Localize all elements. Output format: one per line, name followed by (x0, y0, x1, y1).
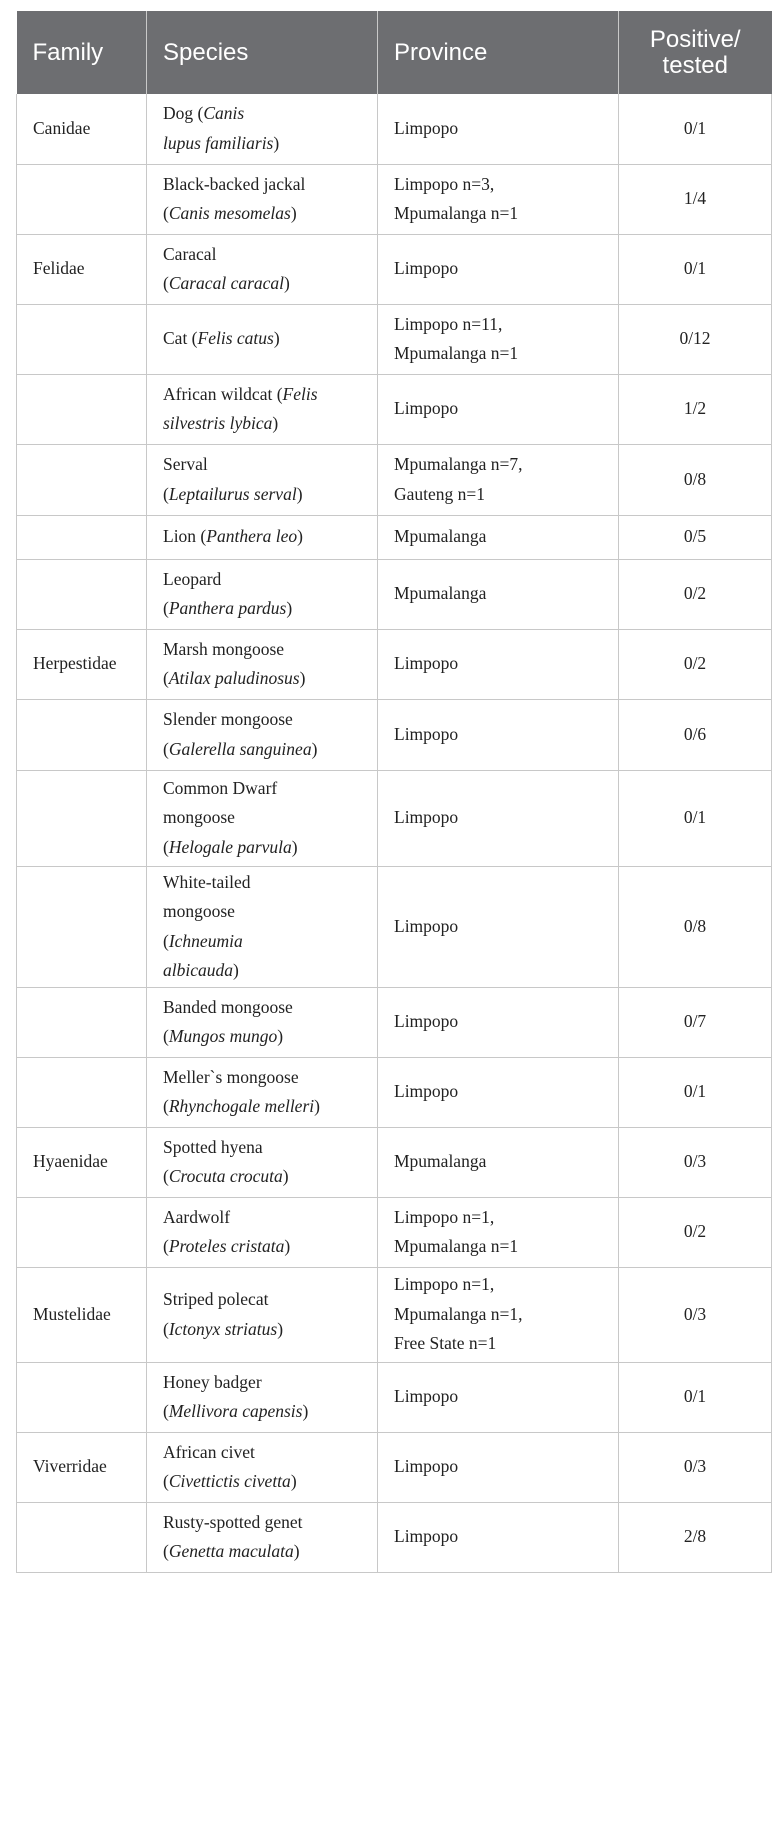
province-line: Mpumalanga (394, 526, 487, 547)
positive-tested-cell: 0/2 (619, 1197, 772, 1267)
family-cell (17, 1197, 147, 1267)
header-row (17, 11, 772, 94)
species-common-name: ( (163, 1471, 169, 1491)
species-common-name: Leopard (163, 568, 222, 589)
species-common-name: ) (293, 1541, 300, 1561)
species-common-name: Banded mongoose (163, 996, 293, 1017)
species-common-name: Slender mongoose (163, 709, 293, 729)
positive-tested-cell: 0/2 (619, 559, 772, 629)
species-common-name: mongoose (163, 901, 235, 921)
species-cell (147, 94, 378, 164)
species-common-name: ( (163, 598, 169, 618)
species-common-name: ( (163, 1166, 169, 1186)
table-row (17, 304, 772, 374)
species-common-name: ( (163, 1026, 169, 1046)
province-cell (378, 234, 619, 304)
province-cell (378, 559, 619, 629)
province-cell (378, 866, 619, 987)
province-line: Limpopo (394, 1081, 459, 1102)
species-common-name: White-tailed (163, 871, 251, 892)
province-cell (378, 444, 619, 515)
species-common-name: ) (282, 1166, 289, 1186)
province-cell (378, 770, 619, 866)
species-cell (147, 1502, 378, 1572)
species-cell (147, 515, 378, 559)
species-common-name: Cat ( (163, 328, 198, 349)
species-cell (147, 1057, 378, 1127)
province-line: Mpumalanga n=7, (394, 454, 523, 474)
province-cell (378, 515, 619, 559)
species-common-name: ) (299, 668, 306, 688)
family-cell: Felidae (17, 234, 147, 304)
province-line: Limpopo (394, 1526, 459, 1547)
species-latin-name: Genetta maculata (168, 1541, 294, 1561)
species-cell (147, 699, 378, 770)
table-row (17, 234, 772, 304)
positive-tested-cell: 0/1 (619, 1057, 772, 1127)
table-row (17, 866, 772, 987)
table-row (17, 374, 772, 444)
species-cell (147, 374, 378, 444)
family-cell (17, 699, 147, 770)
province-cell (378, 1197, 619, 1267)
species-common-name: ) (277, 1318, 284, 1339)
positive-tested-cell: 0/12 (619, 304, 772, 374)
family-cell: Mustelidae (17, 1267, 147, 1362)
positive-tested-cell: 0/1 (619, 1362, 772, 1432)
species-cell (147, 1197, 378, 1267)
species-common-name: ) (290, 1471, 297, 1491)
table-row (17, 1057, 772, 1127)
province-line: Limpopo (394, 1456, 459, 1477)
province-line: Limpopo (394, 118, 459, 138)
species-cell (147, 629, 378, 699)
species-latin-name: Leptailurus serval (168, 483, 297, 504)
positive-tested-cell: 1/2 (619, 374, 772, 444)
family-cell: Canidae (17, 94, 147, 164)
species-common-name: Spotted hyena (163, 1136, 263, 1157)
positive-tested-cell: 0/6 (619, 699, 772, 770)
species-common-name: Aardwolf (163, 1206, 231, 1227)
province-line: Limpopo (394, 807, 459, 828)
province-cell (378, 1267, 619, 1362)
species-common-name: African wildcat ( (163, 383, 283, 404)
species-table (16, 11, 772, 1573)
province-cell (378, 164, 619, 234)
family-cell: Viverridae (17, 1432, 147, 1502)
province-cell (378, 374, 619, 444)
family-cell (17, 770, 147, 866)
species-latin-name: Proteles cristata (168, 1236, 285, 1256)
species-cell (147, 444, 378, 515)
species-common-name: ( (163, 1318, 169, 1339)
species-cell (147, 1432, 378, 1502)
species-common-name: ) (297, 526, 303, 547)
province-cell (378, 629, 619, 699)
species-common-name: ) (273, 328, 280, 349)
family-cell (17, 1362, 147, 1432)
province-line: Limpopo (394, 398, 459, 419)
species-common-name: Striped polecat (163, 1289, 269, 1309)
header-positive-tested (619, 11, 772, 94)
province-line: Free State n=1 (394, 1333, 497, 1354)
species-common-name: ) (291, 836, 298, 857)
positive-tested-cell: 0/7 (619, 987, 772, 1057)
species-common-name: ( (163, 1096, 169, 1116)
table-row (17, 94, 772, 164)
positive-tested-cell: 1/4 (619, 164, 772, 234)
species-common-name: ) (290, 203, 297, 223)
species-latin-name: Galerella sanguinea (168, 738, 312, 759)
species-common-name: Honey badger (163, 1371, 262, 1392)
province-cell (378, 1127, 619, 1197)
species-common-name: ( (163, 930, 169, 951)
province-line: Limpopo (394, 1011, 459, 1032)
positive-tested-cell: 0/8 (619, 866, 772, 987)
species-common-name: mongoose (163, 807, 235, 828)
species-cell (147, 234, 378, 304)
province-line: Limpopo (394, 723, 459, 744)
species-latin-name: Crocuta crocuta (168, 1166, 283, 1186)
table-row (17, 770, 772, 866)
province-line: Mpumalanga n=1 (394, 203, 519, 223)
species-cell (147, 1362, 378, 1432)
family-cell (17, 987, 147, 1057)
species-latin-name: Panthera leo (206, 526, 298, 547)
family-cell (17, 515, 147, 559)
table-row (17, 1197, 772, 1267)
species-cell (147, 770, 378, 866)
species-latin-name: Canis (203, 103, 245, 124)
province-line: Limpopo n=3, (394, 173, 495, 194)
family-cell (17, 164, 147, 234)
province-line: Limpopo n=1, (394, 1206, 495, 1227)
species-common-name: ) (233, 960, 239, 980)
species-latin-name: Ictonyx striatus (168, 1318, 278, 1339)
species-latin-name: Felis catus (197, 328, 274, 349)
province-cell (378, 1502, 619, 1572)
family-cell (17, 559, 147, 629)
table-row (17, 444, 772, 515)
species-cell (147, 866, 378, 987)
province-line: Mpumalanga n=1 (394, 1236, 519, 1256)
species-common-name: Marsh mongoose (163, 638, 285, 659)
family-cell (17, 374, 147, 444)
province-cell (378, 1362, 619, 1432)
family-cell (17, 444, 147, 515)
species-common-name: Caracal (163, 243, 217, 264)
family-cell: Herpestidae (17, 629, 147, 699)
species-common-name: ) (311, 738, 318, 759)
province-line: Limpopo (394, 653, 459, 674)
province-cell (378, 1057, 619, 1127)
species-common-name: ( (163, 1541, 169, 1561)
species-cell (147, 559, 378, 629)
species-common-name: Common Dwarf (163, 777, 278, 798)
positive-tested-cell: 0/3 (619, 1432, 772, 1502)
header-positive-line1: Positive/ (649, 25, 741, 53)
species-common-name: Black-backed jackal (163, 173, 306, 194)
species-common-name: ) (284, 1236, 291, 1256)
positive-tested-cell: 0/5 (619, 515, 772, 559)
species-latin-name: Panthera pardus (168, 598, 287, 618)
family-cell: Hyaenidae (17, 1127, 147, 1197)
species-cell (147, 987, 378, 1057)
table-row (17, 1432, 772, 1502)
province-cell (378, 699, 619, 770)
species-common-name: ) (284, 273, 290, 293)
table-row (17, 699, 772, 770)
species-latin-name: Rhynchogale melleri (168, 1096, 315, 1116)
species-common-name: Meller`s mongoose (163, 1066, 299, 1087)
species-latin-name: Atilax paludinosus (168, 668, 300, 688)
header-species: Species (147, 11, 378, 94)
table-row (17, 164, 772, 234)
species-common-name: Lion ( (163, 526, 207, 547)
species-common-name: ( (163, 273, 169, 293)
positive-tested-cell: 0/8 (619, 444, 772, 515)
species-cell (147, 1127, 378, 1197)
province-line: Limpopo n=1, (394, 1274, 495, 1295)
species-latin-name: silvestris lybica (163, 413, 273, 433)
species-latin-name: Caracal caracal (168, 273, 285, 293)
species-common-name: ( (163, 1236, 169, 1256)
family-cell (17, 304, 147, 374)
species-common-name: ) (272, 413, 279, 433)
table-row (17, 1362, 772, 1432)
family-cell (17, 1502, 147, 1572)
province-line: Gauteng n=1 (394, 483, 486, 504)
species-cell (147, 164, 378, 234)
species-common-name: Serval (163, 454, 208, 474)
table-row (17, 559, 772, 629)
species-latin-name: albicauda (163, 960, 233, 980)
table-row (17, 629, 772, 699)
species-latin-name: Mellivora capensis (168, 1401, 303, 1421)
table-row (17, 1267, 772, 1362)
province-cell (378, 304, 619, 374)
header-province: Province (378, 11, 619, 94)
species-common-name: ( (163, 203, 169, 223)
province-line: Mpumalanga n=1 (394, 343, 519, 363)
species-common-name: ) (286, 598, 293, 618)
province-cell (378, 1432, 619, 1502)
species-latin-name: Mungos mungo (168, 1026, 278, 1046)
species-cell (147, 304, 378, 374)
species-common-name: African civet (163, 1441, 255, 1462)
province-line: Limpopo n=11, (394, 313, 503, 334)
species-latin-name: lupus familiaris (163, 132, 274, 153)
province-line: Mpumalanga n=1, (394, 1303, 523, 1324)
species-common-name: ) (273, 132, 280, 153)
positive-tested-cell: 0/3 (619, 1127, 772, 1197)
table-row (17, 1127, 772, 1197)
species-latin-name: Helogale parvula (168, 836, 292, 857)
family-cell (17, 866, 147, 987)
province-line: Limpopo (394, 1386, 459, 1407)
species-common-name: ) (314, 1096, 320, 1116)
species-common-name: ) (302, 1401, 309, 1421)
species-common-name: ( (163, 836, 169, 857)
species-latin-name: Ichneumia (168, 930, 243, 951)
species-common-name: Dog ( (163, 103, 204, 124)
positive-tested-cell: 0/3 (619, 1267, 772, 1362)
province-line: Mpumalanga (394, 1151, 487, 1172)
species-common-name: ( (163, 1401, 169, 1421)
header-family: Family (17, 11, 147, 94)
positive-tested-cell: 2/8 (619, 1502, 772, 1572)
table-row (17, 1502, 772, 1572)
species-latin-name: Civettictis civetta (168, 1471, 291, 1491)
species-cell (147, 1267, 378, 1362)
positive-tested-cell: 0/1 (619, 94, 772, 164)
province-line: Mpumalanga (394, 583, 487, 604)
species-common-name: ) (277, 1026, 284, 1046)
species-latin-name: Felis (282, 383, 318, 404)
province-cell (378, 987, 619, 1057)
province-line: Limpopo (394, 915, 459, 936)
positive-tested-cell: 0/1 (619, 770, 772, 866)
table-row (17, 515, 772, 559)
family-cell (17, 1057, 147, 1127)
province-line: Limpopo (394, 258, 459, 279)
species-common-name: Rusty-spotted genet (163, 1511, 303, 1532)
species-common-name: ( (163, 738, 169, 759)
province-cell (378, 94, 619, 164)
species-common-name: ( (163, 483, 169, 504)
header-positive-line2: tested (662, 51, 728, 79)
species-latin-name: Canis mesomelas (168, 203, 291, 223)
species-common-name: ) (296, 483, 303, 504)
positive-tested-cell: 0/1 (619, 234, 772, 304)
table-row (17, 987, 772, 1057)
positive-tested-cell: 0/2 (619, 629, 772, 699)
species-common-name: ( (163, 668, 169, 688)
